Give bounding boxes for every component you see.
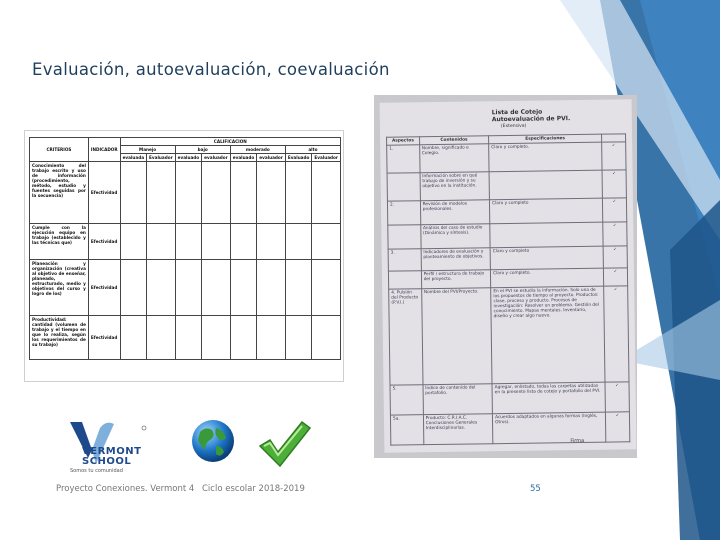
brand-name-line2: SCHOOL	[82, 456, 132, 467]
rubric-indicador: Efectividad	[88, 162, 120, 224]
checklist-espec	[489, 170, 602, 200]
rubric-criterio: Cumple con la ejecución equipo en trabajo (establecido y las técnicas que)	[30, 224, 89, 260]
checklist-header: Contenidos	[419, 136, 489, 145]
rubric-subheader: evaluada	[120, 154, 146, 162]
checklist-espec: Claro y completo	[490, 246, 603, 270]
checklist-document	[380, 99, 637, 452]
checklist-num: 3.	[388, 249, 421, 271]
checklist-contenido: Información sobre en qué trabajo de inversión y su objetivo en la institución.	[420, 172, 490, 201]
checklist-espec: Acuerdos adaptados en algunas formas (Inglés, Otros).	[493, 412, 606, 444]
rubric-level: bajo	[175, 146, 230, 154]
checklist-contenido: Nombre del PVI/Proyecto.	[421, 288, 492, 385]
rubric-subheader: Evaluado	[285, 154, 312, 162]
rubric-level: alto	[285, 146, 340, 154]
brand-name-line1: VERMONT	[82, 446, 142, 457]
rubric-indicador: Efectividad	[88, 224, 120, 260]
check-mark-icon: ✓	[603, 246, 627, 268]
checklist-espec: Claro y completo.	[491, 268, 604, 288]
rubric-criterio: Productividad: cantidad (volumen de trabajo y el tiempo en que lo realiza, según los requerimientos de su trabajo)	[30, 316, 89, 360]
rubric-criterio: Planeación y organización (creativa al objetivo de enseñar, planeado, estructurado, medio y objetivos del curso y logro de los)	[30, 260, 89, 316]
footer-cycle: Ciclo escolar 2018-2019	[202, 484, 305, 494]
rubric-header-calificacion: CALIFICACION	[120, 138, 340, 146]
rubric-subheader: evaluado	[230, 154, 257, 162]
checklist-contenido: Revisión de modelos profesionales.	[420, 200, 490, 225]
check-mark-icon: ✓	[602, 142, 626, 170]
check-mark-icon: ✓	[603, 222, 627, 246]
check-mark-icon: ✓	[605, 382, 630, 412]
check-mark-icon: ✓	[602, 170, 626, 198]
checklist-num: 4. Pulsión del Producto (P.V.I.)	[389, 289, 423, 385]
checklist-header: Aspectos	[387, 137, 420, 145]
rubric-subheader: Evaluador	[147, 154, 176, 162]
checklist-photo	[374, 95, 637, 458]
checklist-contenido: Perfil / estructura de trabajo del proyecto.	[421, 270, 491, 289]
checklist-grid	[386, 133, 630, 445]
checklist-num: 5a.	[390, 415, 423, 445]
checklist-title: Lista de Cotejo Autoevaluación de PVI.	[491, 108, 571, 124]
checklist-num	[388, 271, 421, 289]
green-check-icon	[256, 416, 312, 472]
globe-icon	[190, 418, 236, 464]
rubric-level: Manejo	[120, 146, 175, 154]
checklist-contenido: Nombre, significado e Colegio.	[419, 144, 489, 173]
checklist-espec: Claro y completo	[490, 198, 603, 224]
checklist-contenido: Análisis del caso de estudio (Dinámica y síntesis).	[420, 224, 490, 249]
rubric-indicador: Efectividad	[88, 316, 120, 360]
checklist-header: Especificaciones	[489, 134, 602, 144]
checklist-num: 5.	[390, 385, 423, 415]
rubric-header-indicador: INDICADOR	[88, 138, 120, 162]
check-mark-icon: ✓	[604, 286, 629, 382]
rubric-subheader: evaluador	[257, 154, 286, 162]
check-mark-icon: ✓	[605, 412, 630, 442]
check-mark-icon: ✓	[602, 198, 626, 222]
checklist-espec: Agregar, enlistado, todas las carpetas utilizadas en la presente lista de cotejo y portafolio del PVI.	[492, 382, 605, 414]
checklist-espec	[490, 222, 603, 248]
rubric-subheader: Evaluador	[312, 154, 341, 162]
slide-title: Evaluación, autoevaluación, coevaluación	[32, 60, 390, 79]
checklist-note: (Extensiva)	[500, 123, 527, 130]
checklist-num: 2.	[387, 201, 420, 225]
brand-tagline: Somos tu comunidad	[70, 468, 123, 474]
checklist-espec: Claro y completo.	[489, 142, 602, 172]
rubric-header-criterios: CRITERIOS	[30, 138, 89, 162]
slide-number: 55	[530, 484, 541, 494]
rubric-subheader: evaluado	[175, 154, 202, 162]
rubric-subheader: evaluador	[202, 154, 231, 162]
checklist-contenido: Índice de contenido del portafolio.	[423, 384, 493, 415]
check-mark-icon: ✓	[603, 268, 627, 286]
checklist-espec: En el PVI se estudia la información. Solo una de los propuestos de tiempo al proyecto. Productos: clase, proceso y producto. Procesos de investigación: Resolver un problema. Gestión del conocimiento. Mapas mentales. Inventario, diseño y crear algo nuevo.	[491, 286, 605, 384]
rubric-criterio: Conocimiento del trabajo escrito y uso de información (procedimiento, método, estudio y fuentes seguidas por la secuencia)	[30, 162, 89, 224]
rubric-table-image	[24, 130, 344, 382]
rubric-level: moderado	[230, 146, 285, 154]
checklist-signature: Firma	[570, 437, 585, 445]
checklist-num	[387, 173, 420, 201]
checklist-contenido: Indicadores de evaluación y planteamiento de objetivos.	[421, 248, 491, 271]
rubric-indicador: Efectividad	[88, 260, 120, 316]
footer-project: Proyecto Conexiones. Vermont 4	[56, 484, 195, 494]
checklist-num	[388, 225, 421, 249]
checklist-contenido: Producto: C.R.I.A.C. Conclusiones Generales Interdisciplinarias.	[423, 414, 493, 445]
checklist-num: 1.	[387, 145, 420, 173]
